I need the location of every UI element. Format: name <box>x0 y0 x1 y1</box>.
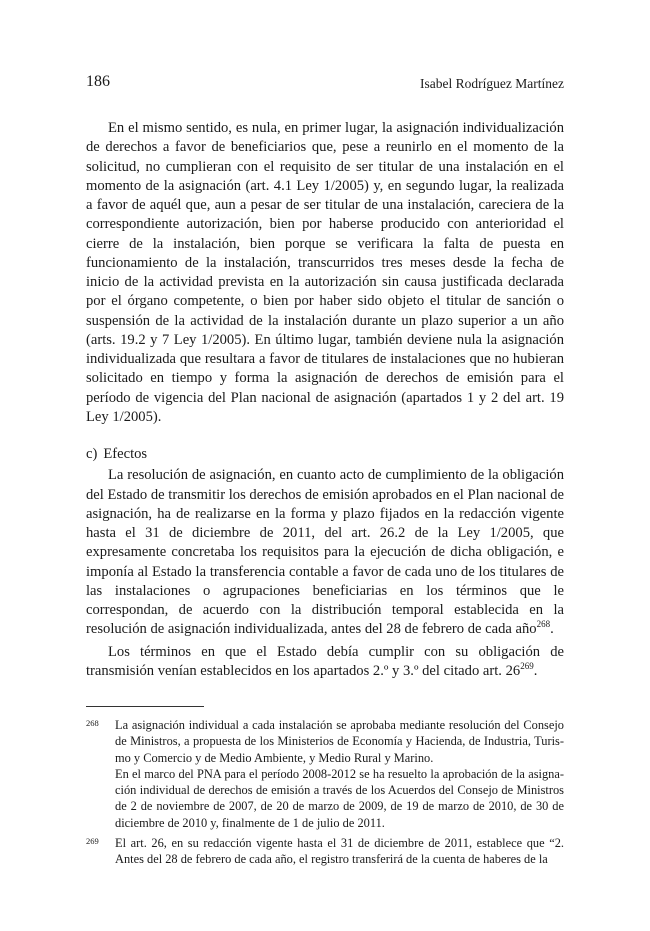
footnote-ref-268[interactable]: 268 <box>536 619 551 630</box>
paragraph-terms-text: Los términos en que el Estado debía cumplir con su obligación de transmisión venían establecidos en los apartados 2.º y 3.º del citado art. 26 <box>86 643 564 679</box>
paragraph-terms-end: . <box>533 662 538 679</box>
footnote-text: La asignación individual a cada instalación se aprobaba mediante resolución del Consejo de Ministros, a propuesta de los Ministerios de Economía y Hacienda, de Industria, Turismo y Comercio y de Medio Ambiente, y Medio Rural y Marino. <box>115 718 564 765</box>
footnote-text-continued: En el marco del PNA para el período 2008-2012 se ha resuelto la aprobación de la asignación individual de derechos de emisión a través de los Acuerdos del Consejo de Ministros de 2 de noviembre de 2007, de 20 de marzo de 2009, de 19 de marzo de 2010, de 30 de diciembre de 2010 y, finalmente de 1 de julio de 2011. <box>115 766 564 830</box>
footnote-269 <box>86 835 564 868</box>
paragraph-effects-end: . <box>550 621 554 638</box>
footnote-text: El art. 26, en su redacción vigente hasta el 31 de diciembre de 2011, establece que “2. Antes del 28 de febrero de cada año, el registro transferirá de la cuenta de haberes de la <box>115 836 564 867</box>
footnote-number: 268 <box>86 718 99 728</box>
footnote-separator <box>86 706 204 707</box>
page-number: 186 <box>86 73 110 90</box>
section-heading <box>86 445 564 464</box>
paragraph-terms <box>86 643 564 682</box>
section-heading-label: c) <box>86 446 98 462</box>
footnote-268 <box>86 717 564 831</box>
running-head-author: Isabel Rodríguez Martínez <box>420 76 564 91</box>
section-heading-text: Efectos <box>103 446 148 462</box>
main-text <box>86 119 564 681</box>
footnote-ref-269[interactable]: 269 <box>520 660 534 671</box>
footnote-number: 269 <box>86 836 99 847</box>
footnotes <box>86 717 564 872</box>
paragraph-nullity: En el mismo sentido, es nula, en primer lugar, la asignación individualización de derechos a favor de beneficiarios que, pese a reunirlo en el momento de la solicitud, no cumplieran con el requisito de ser titular de una instalación en el momento de la asignación (art. 4.1 Ley 1/2005) y, en segundo lugar, la realizada a favor de aquél que, aun a pesar de ser titular de una instalación, careciera de la correspondiente autorización, bien por haberse producido con anterioridad el cierre de la instalación, bien porque se verificara la falta de puesta en funcionamiento de la instalación, transcurridos tres meses desde la fecha de inicio de la actividad prevista en la autorización sin causa justificada declarada por el órgano competente, o bien por haber sido objeto el titular de sanción o suspensión de la actividad de la instalación durante un plazo superior a un año (arts. 19.2 y 7 Ley 1/2005). En último lugar, también deviene nula la asignación individualizada que resultara a favor de titulares de instalaciones que no hubieran solicitado en tiempo y forma la asignación de derechos de emisión para el período de vigencia del Plan nacional de asignación (apartados 1 y 2 del art. 19 Ley 1/2005). <box>86 120 564 425</box>
paragraph-effects-text: La resolución de asignación, en cuanto acto de cumplimiento de la obligación del Estado de transmitir los derechos de emisión aprobados en el Plan nacional de asignación, ha de realizarse en la forma y plazo fijados en la redacción vigente hasta el 31 de diciembre de 2011, del art. 26.2 de la Ley 1/2005, que expresamente concretaba los requisitos para la ejecución de dicha obligación, e imponía al Estado la transferencia contable a favor de cada uno de los titulares de las instalaciones o agrupaciones beneficiarias en los términos que le correspondan, de acuerdo con la distribución temporal establecida en la resolución de asignación individualizada, antes del 28 de febrero de cada año <box>86 467 564 638</box>
paragraph-effects <box>86 466 564 639</box>
